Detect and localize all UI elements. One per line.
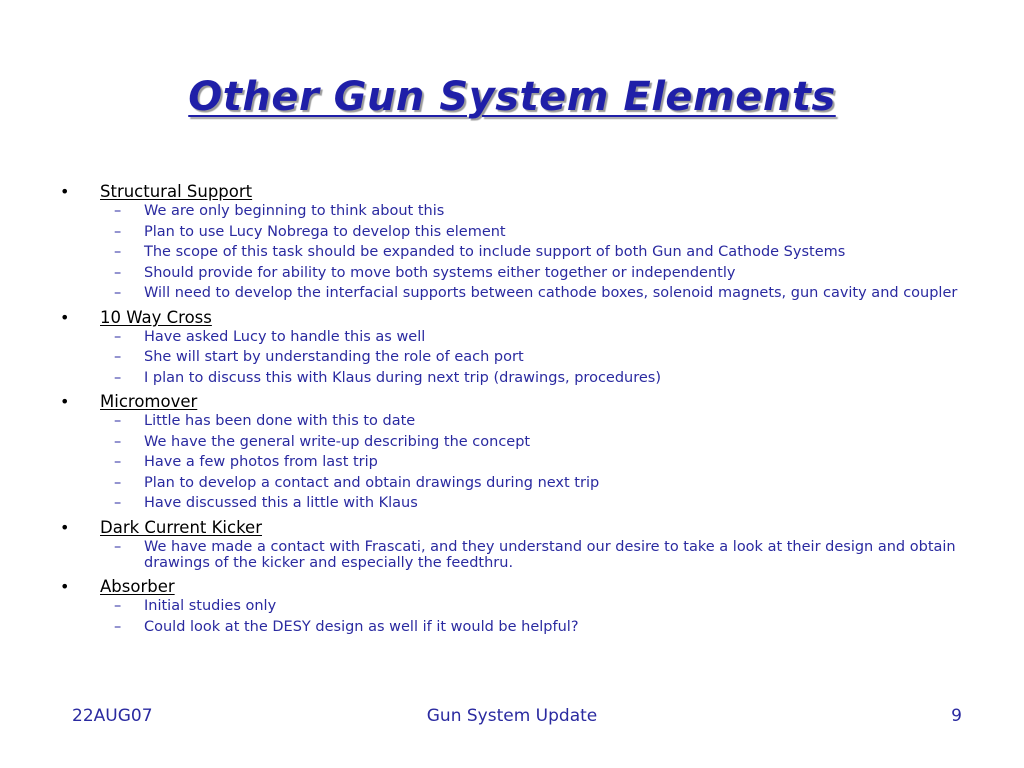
sub-item — [100, 598, 978, 614]
dash-icon: – — [114, 495, 122, 511]
dash-icon: – — [114, 349, 122, 365]
sub-item-text: Initial studies only — [144, 598, 277, 614]
sub-item — [100, 244, 978, 260]
section-micromover — [58, 390, 978, 511]
sub-item-text: Have discussed this a little with Klaus — [144, 495, 418, 511]
sub-item — [100, 370, 978, 386]
section-heading: Absorber — [100, 577, 175, 596]
sub-item-text: She will start by understanding the role of each port — [144, 349, 524, 365]
sub-item-text: Should provide for ability to move both systems either together or independently — [144, 264, 736, 281]
section-dark-current-kicker — [58, 516, 978, 571]
sub-item — [100, 539, 978, 571]
sub-item — [100, 224, 978, 240]
bullet-point-icon: • — [60, 392, 70, 411]
sub-item-text: Have asked Lucy to handle this as well — [144, 328, 426, 345]
dash-icon: – — [114, 413, 122, 429]
sub-item — [100, 285, 978, 301]
bullet-point-icon: • — [60, 182, 70, 201]
sub-item — [100, 203, 978, 219]
sub-item — [100, 265, 978, 281]
sub-list — [100, 598, 978, 635]
sub-list — [100, 329, 978, 386]
footer-presentation-title: Gun System Update — [426, 706, 598, 726]
dash-icon: – — [114, 264, 122, 281]
sub-item-text: Plan to use Lucy Nobrega to develop this element — [144, 223, 506, 240]
sub-list — [100, 413, 978, 511]
section-heading: 10 Way Cross — [100, 307, 212, 327]
bullet-point-icon: • — [60, 307, 70, 327]
dash-icon: – — [114, 203, 122, 219]
sub-item-text: The scope of this task should be expanded to include support of both Gun and Cathode Systems — [144, 244, 846, 260]
sub-item-text: We have made a contact with Frascati, and they understand our desire to take a look at their design and obtain drawings of the kicker and especially the feedthru. — [144, 538, 956, 571]
sub-item — [100, 413, 978, 429]
dash-icon: – — [114, 285, 122, 301]
bullet-point-icon: • — [60, 577, 70, 596]
bullet-list — [58, 180, 978, 639]
dash-icon: – — [114, 433, 122, 450]
section-10-way-cross — [58, 306, 978, 386]
sub-item-text: Have a few photos from last trip — [144, 454, 378, 470]
section-heading: Structural Support — [100, 182, 253, 201]
sub-item — [100, 434, 978, 450]
dash-icon: – — [114, 474, 122, 491]
slide-title: Other Gun System Elements — [188, 74, 836, 120]
dash-icon: – — [114, 454, 122, 470]
dash-icon: – — [114, 244, 122, 260]
sub-item — [100, 329, 978, 345]
sub-item — [100, 495, 978, 511]
sub-item — [100, 475, 978, 491]
sub-item-text: Little has been done with this to date — [144, 413, 416, 429]
dash-icon: – — [114, 598, 122, 614]
sub-item-text: We are only beginning to think about this — [144, 203, 445, 219]
sub-item-text: Could look at the DESY design as well if it would be helpful? — [144, 618, 579, 635]
sub-item — [100, 619, 978, 635]
dash-icon: – — [114, 618, 122, 635]
dash-icon: – — [114, 369, 122, 386]
footer-page-number: 9 — [951, 706, 962, 726]
sub-item-text: We have the general write-up describing the concept — [144, 433, 531, 450]
footer-date: 22AUG07 — [72, 706, 153, 726]
section-absorber — [58, 575, 978, 635]
bullet-point-icon: • — [60, 517, 70, 537]
sub-item-text: Will need to develop the interfacial supports between cathode boxes, solenoid magnets, gun cavity and coupler — [144, 285, 958, 301]
dash-icon: – — [114, 223, 122, 240]
sub-list — [100, 539, 978, 571]
sub-item-text: I plan to discuss this with Klaus during next trip (drawings, procedures) — [144, 369, 662, 386]
sub-item-text: Plan to develop a contact and obtain drawings during next trip — [144, 474, 600, 491]
section-structural-support — [58, 180, 978, 301]
section-heading: Dark Current Kicker — [100, 517, 262, 537]
sub-item — [100, 454, 978, 470]
section-heading: Micromover — [100, 392, 198, 411]
dash-icon: – — [114, 538, 122, 555]
sub-item — [100, 349, 978, 365]
sub-list — [100, 203, 978, 301]
dash-icon: – — [114, 328, 122, 345]
